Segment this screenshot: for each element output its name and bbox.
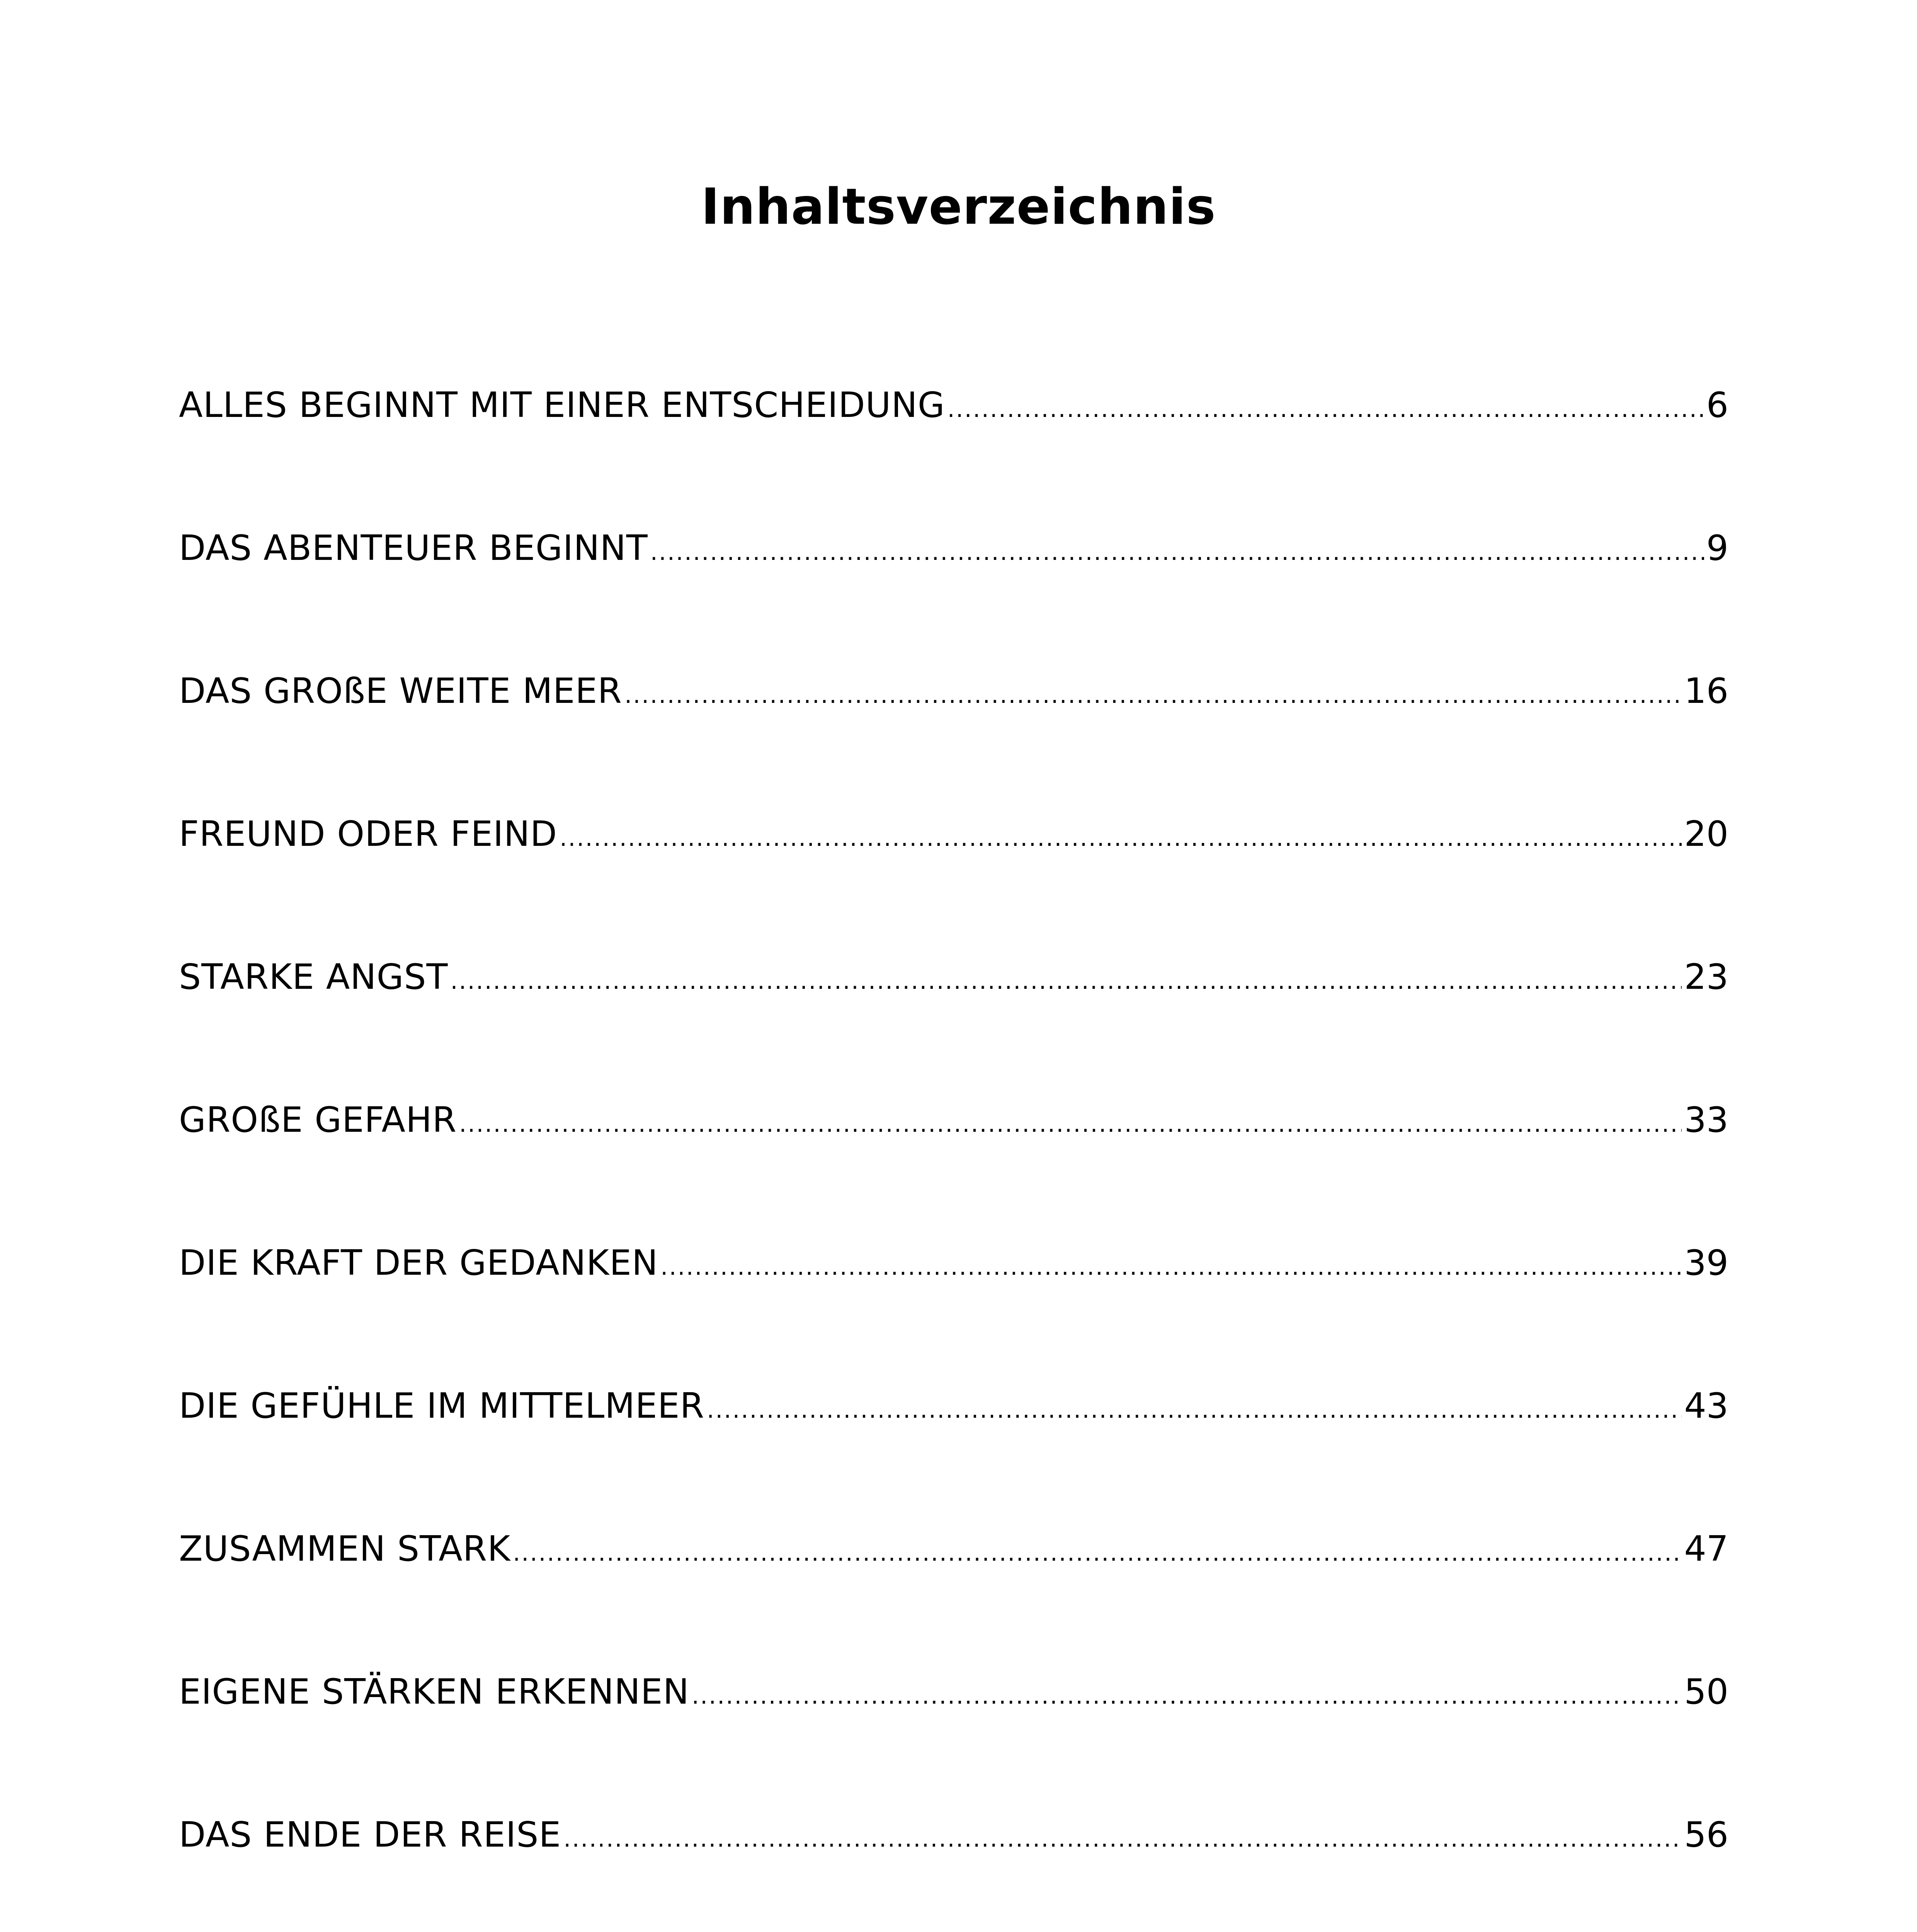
toc-entry-page: 9	[1706, 528, 1728, 568]
page-title: Inhaltsverzeichnis	[701, 178, 1216, 236]
toc-entry[interactable]	[179, 1381, 1728, 1524]
toc-dot-leader	[450, 956, 1682, 1006]
toc-entry-page: 43	[1684, 1386, 1728, 1426]
toc-entry-title: DAS ENDE DER REISE	[179, 1815, 561, 1855]
toc-entry-page: 16	[1684, 671, 1728, 711]
toc-entry-title: STARKE ANGST	[179, 957, 448, 997]
toc-entry-title: GROßE GEFAHR	[179, 1100, 457, 1140]
toc-dot-leader	[650, 527, 1704, 577]
toc-entry-page: 47	[1684, 1529, 1728, 1569]
toc-entry[interactable]	[179, 523, 1728, 666]
toc-entry-title: ZUSAMMEN STARK	[179, 1529, 511, 1569]
toc-dot-leader	[560, 813, 1682, 863]
toc-entry[interactable]	[179, 666, 1728, 809]
toc-dot-leader	[624, 670, 1682, 720]
toc-entry-page: 33	[1684, 1100, 1728, 1140]
toc-entry-title: DAS ABENTEUER BEGINNT	[179, 528, 648, 568]
toc-dot-leader	[459, 1099, 1682, 1149]
toc-entry-title: ALLES BEGINNT MIT EINER ENTSCHEIDUNG	[179, 385, 945, 425]
toc-entry-page: 6	[1706, 385, 1728, 425]
toc-dot-leader	[660, 1242, 1682, 1292]
toc-dot-leader	[513, 1528, 1682, 1578]
toc-entry[interactable]	[179, 1095, 1728, 1238]
toc-dot-leader	[947, 384, 1704, 434]
toc-entry[interactable]	[179, 1667, 1728, 1810]
toc-entry[interactable]	[179, 1524, 1728, 1667]
toc-entry[interactable]	[179, 1810, 1728, 1932]
toc-entry[interactable]	[179, 1238, 1728, 1381]
toc-dot-leader	[692, 1671, 1682, 1721]
toc-entry[interactable]	[179, 380, 1728, 523]
toc-entry-page: 50	[1684, 1672, 1728, 1712]
toc-entry-title: FREUND ODER FEIND	[179, 814, 558, 854]
toc-entry[interactable]	[179, 809, 1728, 952]
toc-entry-title: DIE KRAFT DER GEDANKEN	[179, 1243, 658, 1283]
table-of-contents	[179, 380, 1728, 1932]
toc-entry-page: 20	[1684, 814, 1728, 854]
toc-entry-page: 23	[1684, 957, 1728, 997]
toc-dot-leader	[563, 1814, 1682, 1864]
toc-entry[interactable]	[179, 952, 1728, 1095]
toc-dot-leader	[707, 1385, 1682, 1435]
toc-entry-title: EIGENE STÄRKEN ERKENNEN	[179, 1672, 689, 1712]
toc-entry-title: DIE GEFÜHLE IM MITTELMEER	[179, 1386, 705, 1426]
toc-entry-page: 56	[1684, 1815, 1728, 1855]
toc-entry-title: DAS GROßE WEITE MEER	[179, 671, 623, 711]
toc-entry-page: 39	[1684, 1243, 1728, 1283]
